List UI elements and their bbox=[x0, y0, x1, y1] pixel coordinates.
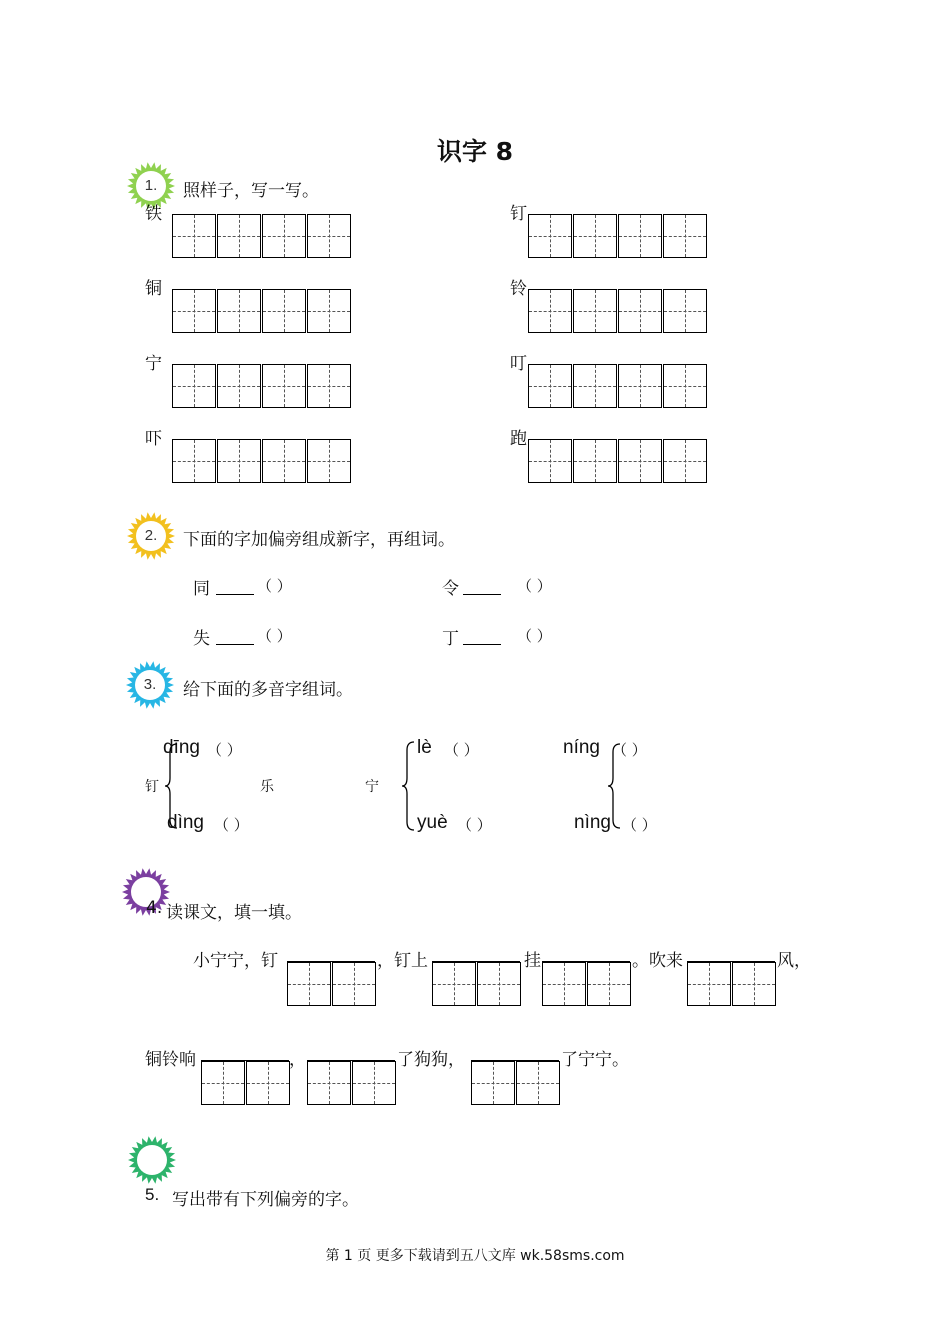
writing-grid[interactable] bbox=[172, 289, 351, 333]
question-number: 2. bbox=[144, 527, 158, 544]
base-char: 失 bbox=[193, 629, 210, 649]
base-char: 令 bbox=[442, 579, 459, 599]
question-number: 1. bbox=[144, 177, 158, 194]
question-prompt: 写出带有下列偏旁的字。 bbox=[172, 1190, 359, 1210]
word-paren[interactable]: （ ） bbox=[517, 577, 552, 595]
example-char: 铜 bbox=[145, 279, 162, 299]
writing-grid[interactable] bbox=[432, 962, 521, 1006]
fill-text: 。吹来 bbox=[632, 951, 683, 971]
pinyin: nìng bbox=[574, 812, 611, 833]
fill-text: 了宁宁。 bbox=[561, 1050, 629, 1070]
pinyin: yuè bbox=[417, 812, 448, 833]
writing-grid[interactable] bbox=[201, 1061, 290, 1105]
base-char: 丁 bbox=[442, 629, 459, 649]
question-number: 4. bbox=[146, 898, 163, 918]
example-char: 钉 bbox=[510, 204, 527, 224]
example-char: 吓 bbox=[145, 429, 162, 449]
polyphone-char: 宁 bbox=[365, 779, 379, 795]
writing-grid[interactable] bbox=[172, 439, 351, 483]
word-paren[interactable]: （ ） bbox=[214, 816, 249, 834]
writing-grid[interactable] bbox=[528, 439, 707, 483]
pinyin: dīng bbox=[163, 737, 200, 758]
writing-grid[interactable] bbox=[528, 289, 707, 333]
word-paren[interactable]: （ ） bbox=[444, 741, 479, 759]
answer-blank[interactable] bbox=[216, 593, 254, 595]
pinyin: lè bbox=[417, 737, 432, 758]
badge-2 bbox=[127, 512, 175, 560]
base-char: 同 bbox=[193, 579, 210, 599]
writing-grid[interactable] bbox=[687, 962, 776, 1006]
badge-3 bbox=[126, 661, 174, 709]
fill-text: 了狗狗， bbox=[397, 1050, 465, 1070]
example-char: 跑 bbox=[510, 429, 527, 449]
writing-grid[interactable] bbox=[172, 214, 351, 258]
question-number: 5. bbox=[145, 1185, 160, 1204]
question-number: 3. bbox=[143, 676, 157, 693]
fill-text: 铜铃响 bbox=[145, 1050, 196, 1070]
question-prompt: 照样子，写一写。 bbox=[183, 181, 319, 201]
example-char: 铁 bbox=[145, 204, 162, 224]
word-paren[interactable]: （ ） bbox=[257, 627, 292, 645]
word-paren[interactable]: （ ） bbox=[257, 577, 292, 595]
example-char: 叮 bbox=[510, 354, 527, 374]
example-char: 宁 bbox=[145, 354, 162, 374]
writing-grid[interactable] bbox=[542, 962, 631, 1006]
writing-grid[interactable] bbox=[287, 962, 376, 1006]
word-paren[interactable]: （ ） bbox=[622, 816, 657, 834]
question-prompt: 下面的字加偏旁组成新字，再组词。 bbox=[183, 530, 455, 550]
word-paren[interactable]: （ ） bbox=[457, 816, 492, 834]
answer-blank[interactable] bbox=[463, 593, 501, 595]
word-paren[interactable]: （ ） bbox=[517, 627, 552, 645]
writing-grid[interactable] bbox=[307, 1061, 396, 1105]
answer-blank[interactable] bbox=[216, 643, 254, 645]
fill-text: 挂 bbox=[524, 951, 541, 971]
writing-grid[interactable] bbox=[528, 364, 707, 408]
badge-5 bbox=[128, 1136, 176, 1184]
fill-text: 小宁宁，钉 bbox=[193, 951, 278, 971]
pinyin: dìng bbox=[167, 812, 204, 833]
writing-grid[interactable] bbox=[471, 1061, 560, 1105]
page-title: 识字 8 bbox=[436, 137, 514, 166]
fill-text: ，钉上 bbox=[377, 951, 428, 971]
page-footer: 第 1 页 更多下载请到五八文库 wk.58sms.com bbox=[325, 1248, 625, 1264]
question-prompt: 读课文，填一填。 bbox=[166, 903, 302, 923]
word-paren[interactable]: （ ） bbox=[612, 741, 647, 759]
fill-text: ， bbox=[289, 1050, 306, 1070]
starburst-icon bbox=[128, 1136, 176, 1184]
polyphone-char: 乐 bbox=[260, 779, 274, 795]
polyphone-char: 钉 bbox=[145, 779, 159, 795]
pinyin: níng bbox=[563, 737, 600, 758]
example-char: 铃 bbox=[510, 279, 527, 299]
fill-text: 风， bbox=[777, 951, 811, 971]
writing-grid[interactable] bbox=[528, 214, 707, 258]
word-paren[interactable]: （ ） bbox=[207, 741, 242, 759]
question-prompt: 给下面的多音字组词。 bbox=[183, 680, 353, 700]
answer-blank[interactable] bbox=[463, 643, 501, 645]
writing-grid[interactable] bbox=[172, 364, 351, 408]
